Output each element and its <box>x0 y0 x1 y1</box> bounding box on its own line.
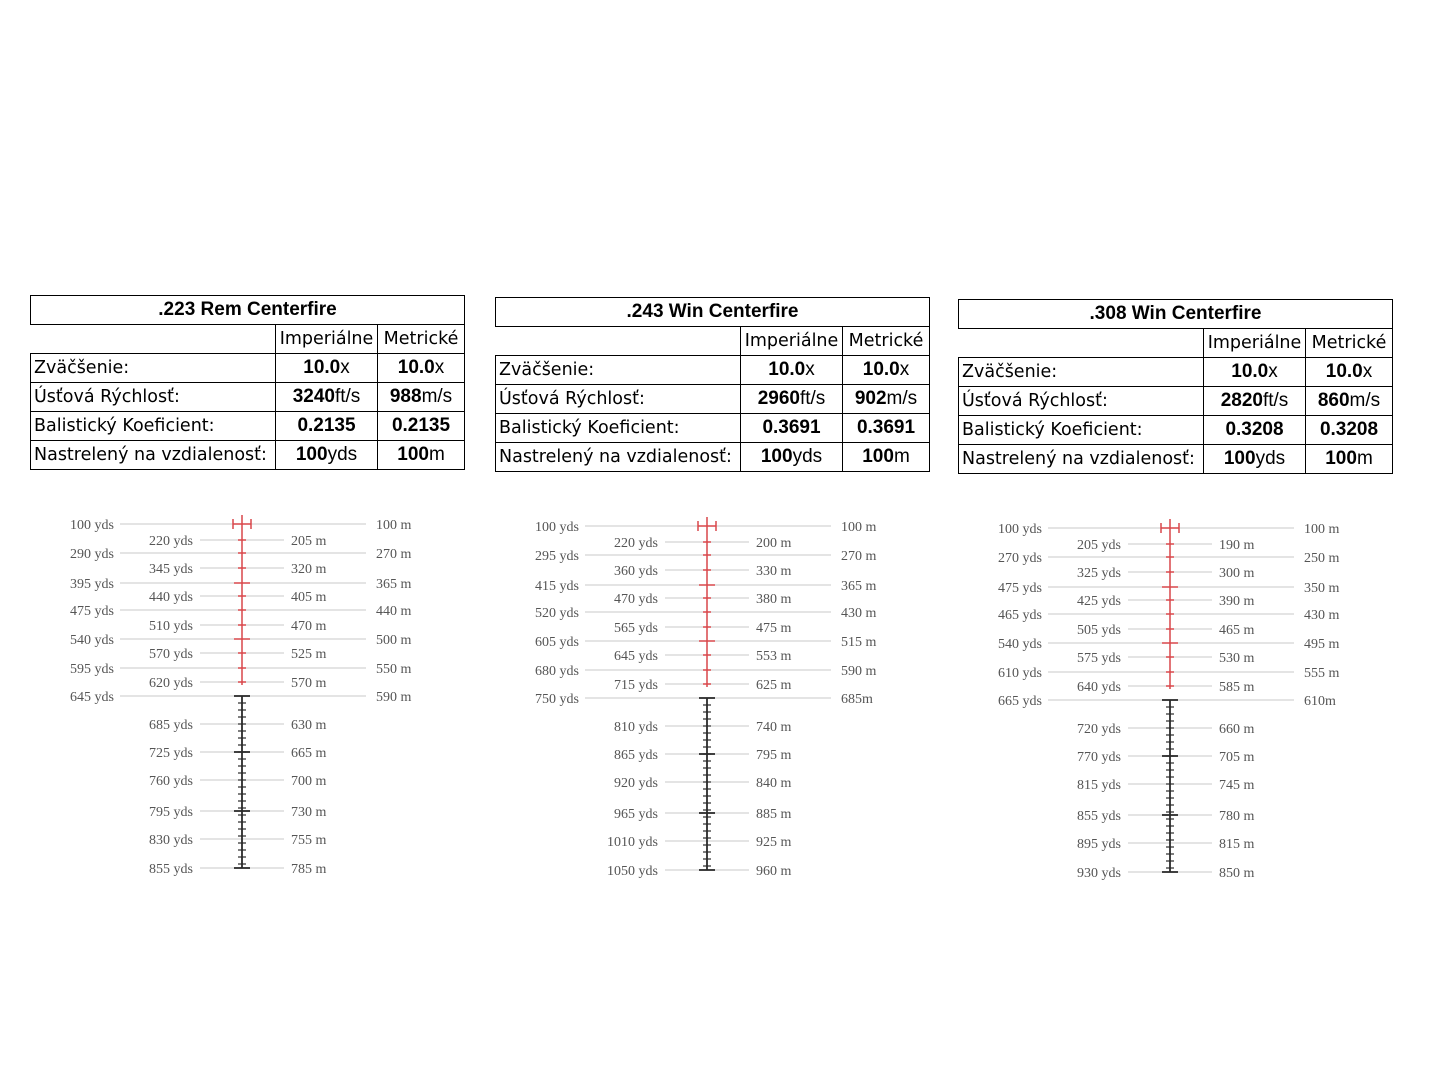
inner-meters-label: 330 m <box>756 564 792 579</box>
outer-meters-label: 100 m <box>376 518 412 533</box>
inner-yards-label: 220 yds <box>149 534 193 549</box>
inner-meters-label: 885 m <box>756 807 792 822</box>
outer-yards-label: 610 yds <box>998 666 1042 681</box>
cartridge-title: .223 Rem Centerfire <box>31 296 465 325</box>
metric-value: 100 <box>1325 448 1357 469</box>
zero-distance-row-imperial <box>741 443 843 472</box>
inner-meters-label: 525 m <box>291 647 327 662</box>
inner-meters-label: 585 m <box>1219 680 1255 695</box>
inner-yards-label: 1050 yds <box>607 864 658 879</box>
outer-meters-label: 590 m <box>376 690 412 705</box>
ballistic-coefficient-row <box>959 416 1393 445</box>
metric-value: 0.3208 <box>1319 419 1379 440</box>
outer-meters-label: 100 m <box>841 520 877 535</box>
inner-meters-label: 840 m <box>756 776 792 791</box>
magnification-row-label: Zväčšenie: <box>959 358 1204 387</box>
velocity-row-imperial <box>1204 387 1306 416</box>
magnification-row-label: Zväčšenie: <box>31 354 276 383</box>
velocity-row-label: Úsťová Rýchlosť: <box>959 387 1204 416</box>
inner-yards-label: 930 yds <box>1077 866 1121 881</box>
velocity-row-imperial <box>276 383 378 412</box>
outer-yards-label: 680 yds <box>535 664 579 679</box>
outer-meters-label: 350 m <box>1304 581 1340 596</box>
inner-meters-label: 205 m <box>291 534 327 549</box>
inner-meters-label: 470 m <box>291 619 327 634</box>
inner-yards-label: 570 yds <box>149 647 193 662</box>
imperial-unit: yds <box>1255 448 1286 469</box>
imperial-unit: x <box>805 359 815 380</box>
outer-yards-label: 540 yds <box>998 637 1042 652</box>
outer-meters-label: 550 m <box>376 662 412 677</box>
metric-unit: m <box>893 446 910 467</box>
metric-value: 100 <box>862 446 894 467</box>
ballistic-coefficient-row <box>496 414 930 443</box>
ballistic-coefficient-row-label: Balistický Koeficient: <box>496 414 741 443</box>
inner-meters-label: 405 m <box>291 590 327 605</box>
outer-meters-label: 250 m <box>1304 551 1340 566</box>
inner-yards-label: 640 yds <box>1077 680 1121 695</box>
velocity-row <box>31 383 465 412</box>
inner-yards-label: 965 yds <box>614 807 658 822</box>
inner-meters-label: 785 m <box>291 862 327 877</box>
imperial-value: 2820 <box>1220 390 1263 411</box>
zero-distance-row-metric <box>1306 445 1393 474</box>
inner-yards-label: 830 yds <box>149 833 193 848</box>
outer-meters-label: 430 m <box>1304 608 1340 623</box>
ballistic-coefficient-row-imperial <box>741 414 843 443</box>
title-row <box>31 296 465 325</box>
ballistic-coefficient-row-label: Balistický Koeficient: <box>959 416 1204 445</box>
imperial-value: 10.0 <box>768 359 806 380</box>
ballistic-coefficient-row <box>31 412 465 441</box>
magnification-row-imperial <box>741 356 843 385</box>
outer-meters-label: 590 m <box>841 664 877 679</box>
title-row <box>959 300 1393 329</box>
outer-yards-label: 540 yds <box>70 633 114 648</box>
ballistic-coefficient-row-metric <box>843 414 930 443</box>
outer-meters-label: 495 m <box>1304 637 1340 652</box>
zero-distance-row <box>959 445 1393 474</box>
outer-meters-label: 610m <box>1304 694 1336 709</box>
inner-meters-label: 553 m <box>756 649 792 664</box>
magnification-row-metric <box>1306 358 1393 387</box>
metric-value: 10.0 <box>397 357 435 378</box>
imperial-value: 100 <box>295 444 328 465</box>
zero-distance-row <box>31 441 465 470</box>
outer-yards-label: 520 yds <box>535 606 579 621</box>
metric-unit: x <box>899 359 910 380</box>
inner-meters-label: 755 m <box>291 833 327 848</box>
inner-yards-label: 815 yds <box>1077 778 1121 793</box>
magnification-row <box>959 358 1393 387</box>
imperial-unit: ft/s <box>799 388 826 409</box>
inner-meters-label: 475 m <box>756 621 792 636</box>
velocity-row <box>496 385 930 414</box>
metric-unit: m/s <box>886 388 918 409</box>
header-row <box>31 325 465 354</box>
outer-yards-label: 595 yds <box>70 662 114 677</box>
ballistic-coefficient-row-metric <box>1306 416 1393 445</box>
outer-yards-label: 290 yds <box>70 547 114 562</box>
metric-value: 988 <box>389 386 422 407</box>
metric-header: Metrické <box>843 327 930 356</box>
inner-meters-label: 300 m <box>1219 566 1255 581</box>
outer-meters-label: 365 m <box>841 579 877 594</box>
reticle-diagram <box>958 519 1392 899</box>
ballistic-spec-table <box>495 297 930 472</box>
zero-distance-row-label: Nastrelený na vzdialenosť: <box>31 441 276 470</box>
metric-value: 902 <box>854 388 887 409</box>
imperial-header: Imperiálne <box>741 327 843 356</box>
imperial-value: 100 <box>760 446 793 467</box>
title-row <box>496 298 930 327</box>
inner-meters-label: 570 m <box>291 676 327 691</box>
outer-meters-label: 685m <box>841 692 873 707</box>
velocity-row-metric <box>1306 387 1393 416</box>
metric-value: 100 <box>397 444 429 465</box>
outer-yards-label: 270 yds <box>998 551 1042 566</box>
outer-yards-label: 295 yds <box>535 549 579 564</box>
velocity-row-label: Úsťová Rýchlosť: <box>496 385 741 414</box>
header-blank-cell <box>496 327 741 356</box>
inner-meters-label: 740 m <box>756 720 792 735</box>
inner-yards-label: 565 yds <box>614 621 658 636</box>
inner-yards-label: 810 yds <box>614 720 658 735</box>
imperial-unit: x <box>340 357 350 378</box>
metric-header: Metrické <box>378 325 465 354</box>
outer-yards-label: 100 yds <box>70 518 114 533</box>
inner-meters-label: 850 m <box>1219 866 1255 881</box>
ballistic-coefficient-row-imperial <box>1204 416 1306 445</box>
inner-meters-label: 730 m <box>291 805 327 820</box>
inner-meters-label: 705 m <box>1219 750 1255 765</box>
imperial-value: 0.3208 <box>1225 419 1284 440</box>
inner-yards-label: 470 yds <box>614 592 658 607</box>
outer-meters-label: 515 m <box>841 635 877 650</box>
outer-yards-label: 475 yds <box>70 604 114 619</box>
inner-yards-label: 795 yds <box>149 805 193 820</box>
imperial-value: 100 <box>1223 448 1256 469</box>
inner-yards-label: 205 yds <box>1077 538 1121 553</box>
imperial-value: 0.3691 <box>762 417 821 438</box>
inner-meters-label: 815 m <box>1219 837 1255 852</box>
inner-meters-label: 665 m <box>291 746 327 761</box>
magnification-row <box>31 354 465 383</box>
inner-yards-label: 360 yds <box>614 564 658 579</box>
magnification-row-imperial <box>1204 358 1306 387</box>
outer-yards-label: 395 yds <box>70 577 114 592</box>
reticle-diagram <box>30 515 464 895</box>
metric-value: 0.3691 <box>856 417 916 438</box>
outer-meters-label: 365 m <box>376 577 412 592</box>
velocity-row <box>959 387 1393 416</box>
inner-yards-label: 725 yds <box>149 746 193 761</box>
cartridge-title: .308 Win Centerfire <box>959 300 1393 329</box>
magnification-row-metric <box>378 354 465 383</box>
metric-value: 10.0 <box>1325 361 1363 382</box>
outer-yards-label: 750 yds <box>535 692 579 707</box>
zero-distance-row-imperial <box>1204 445 1306 474</box>
magnification-row-metric <box>843 356 930 385</box>
inner-yards-label: 715 yds <box>614 678 658 693</box>
outer-yards-label: 415 yds <box>535 579 579 594</box>
ballistic-coefficient-row-imperial <box>276 412 378 441</box>
imperial-unit: ft/s <box>1262 390 1289 411</box>
inner-yards-label: 920 yds <box>614 776 658 791</box>
inner-meters-label: 660 m <box>1219 722 1255 737</box>
inner-meters-label: 530 m <box>1219 651 1255 666</box>
inner-meters-label: 630 m <box>291 718 327 733</box>
header-blank-cell <box>959 329 1204 358</box>
imperial-unit: x <box>1268 361 1278 382</box>
imperial-unit: yds <box>792 446 823 467</box>
inner-yards-label: 220 yds <box>614 536 658 551</box>
imperial-value: 3240 <box>292 386 335 407</box>
ballistic-spec-table <box>958 299 1393 474</box>
inner-meters-label: 390 m <box>1219 594 1255 609</box>
inner-yards-label: 425 yds <box>1077 594 1121 609</box>
inner-meters-label: 200 m <box>756 536 792 551</box>
imperial-value: 0.2135 <box>297 415 356 436</box>
outer-meters-label: 555 m <box>1304 666 1340 681</box>
header-row <box>496 327 930 356</box>
inner-meters-label: 625 m <box>756 678 792 693</box>
inner-yards-label: 505 yds <box>1077 623 1121 638</box>
outer-meters-label: 430 m <box>841 606 877 621</box>
zero-distance-row-label: Nastrelený na vzdialenosť: <box>496 443 741 472</box>
metric-header: Metrické <box>1306 329 1393 358</box>
velocity-row-label: Úsťová Rýchlosť: <box>31 383 276 412</box>
inner-meters-label: 190 m <box>1219 538 1255 553</box>
inner-meters-label: 700 m <box>291 774 327 789</box>
outer-yards-label: 465 yds <box>998 608 1042 623</box>
inner-meters-label: 465 m <box>1219 623 1255 638</box>
header-blank-cell <box>31 325 276 354</box>
inner-meters-label: 380 m <box>756 592 792 607</box>
inner-yards-label: 855 yds <box>1077 809 1121 824</box>
inner-yards-label: 325 yds <box>1077 566 1121 581</box>
outer-meters-label: 500 m <box>376 633 412 648</box>
inner-yards-label: 895 yds <box>1077 837 1121 852</box>
metric-unit: m/s <box>421 386 453 407</box>
metric-value: 0.2135 <box>391 415 451 436</box>
inner-meters-label: 320 m <box>291 562 327 577</box>
magnification-row-imperial <box>276 354 378 383</box>
outer-meters-label: 270 m <box>841 549 877 564</box>
imperial-header: Imperiálne <box>276 325 378 354</box>
inner-yards-label: 855 yds <box>149 862 193 877</box>
imperial-unit: yds <box>327 444 358 465</box>
velocity-row-metric <box>843 385 930 414</box>
magnification-row <box>496 356 930 385</box>
metric-unit: x <box>1362 361 1373 382</box>
outer-yards-label: 665 yds <box>998 694 1042 709</box>
inner-yards-label: 685 yds <box>149 718 193 733</box>
inner-meters-label: 745 m <box>1219 778 1255 793</box>
inner-meters-label: 795 m <box>756 748 792 763</box>
velocity-row-imperial <box>741 385 843 414</box>
imperial-unit: ft/s <box>334 386 361 407</box>
metric-unit: m <box>1356 448 1373 469</box>
inner-yards-label: 865 yds <box>614 748 658 763</box>
imperial-header: Imperiálne <box>1204 329 1306 358</box>
inner-yards-label: 770 yds <box>1077 750 1121 765</box>
ballistic-spec-table <box>30 295 465 470</box>
outer-yards-label: 605 yds <box>535 635 579 650</box>
outer-meters-label: 440 m <box>376 604 412 619</box>
metric-value: 860 <box>1317 390 1350 411</box>
zero-distance-row-metric <box>843 443 930 472</box>
inner-yards-label: 720 yds <box>1077 722 1121 737</box>
magnification-row-label: Zväčšenie: <box>496 356 741 385</box>
inner-yards-label: 620 yds <box>149 676 193 691</box>
ballistic-coefficient-row-metric <box>378 412 465 441</box>
inner-yards-label: 1010 yds <box>607 835 658 850</box>
inner-meters-label: 960 m <box>756 864 792 879</box>
metric-unit: m <box>428 444 445 465</box>
imperial-value: 10.0 <box>303 357 341 378</box>
zero-distance-row-metric <box>378 441 465 470</box>
metric-unit: x <box>434 357 445 378</box>
outer-meters-label: 100 m <box>1304 522 1340 537</box>
imperial-value: 2960 <box>757 388 800 409</box>
zero-distance-row <box>496 443 930 472</box>
reticle-diagram <box>495 517 929 897</box>
outer-yards-label: 100 yds <box>535 520 579 535</box>
velocity-row-metric <box>378 383 465 412</box>
metric-value: 10.0 <box>862 359 900 380</box>
zero-distance-row-label: Nastrelený na vzdialenosť: <box>959 445 1204 474</box>
outer-yards-label: 100 yds <box>998 522 1042 537</box>
header-row <box>959 329 1393 358</box>
inner-yards-label: 510 yds <box>149 619 193 634</box>
outer-meters-label: 270 m <box>376 547 412 562</box>
inner-meters-label: 780 m <box>1219 809 1255 824</box>
inner-yards-label: 760 yds <box>149 774 193 789</box>
inner-yards-label: 440 yds <box>149 590 193 605</box>
outer-yards-label: 475 yds <box>998 581 1042 596</box>
inner-yards-label: 645 yds <box>614 649 658 664</box>
ballistic-coefficient-row-label: Balistický Koeficient: <box>31 412 276 441</box>
inner-yards-label: 575 yds <box>1077 651 1121 666</box>
imperial-value: 10.0 <box>1231 361 1269 382</box>
zero-distance-row-imperial <box>276 441 378 470</box>
inner-yards-label: 345 yds <box>149 562 193 577</box>
inner-meters-label: 925 m <box>756 835 792 850</box>
outer-yards-label: 645 yds <box>70 690 114 705</box>
cartridge-title: .243 Win Centerfire <box>496 298 930 327</box>
metric-unit: m/s <box>1349 390 1381 411</box>
